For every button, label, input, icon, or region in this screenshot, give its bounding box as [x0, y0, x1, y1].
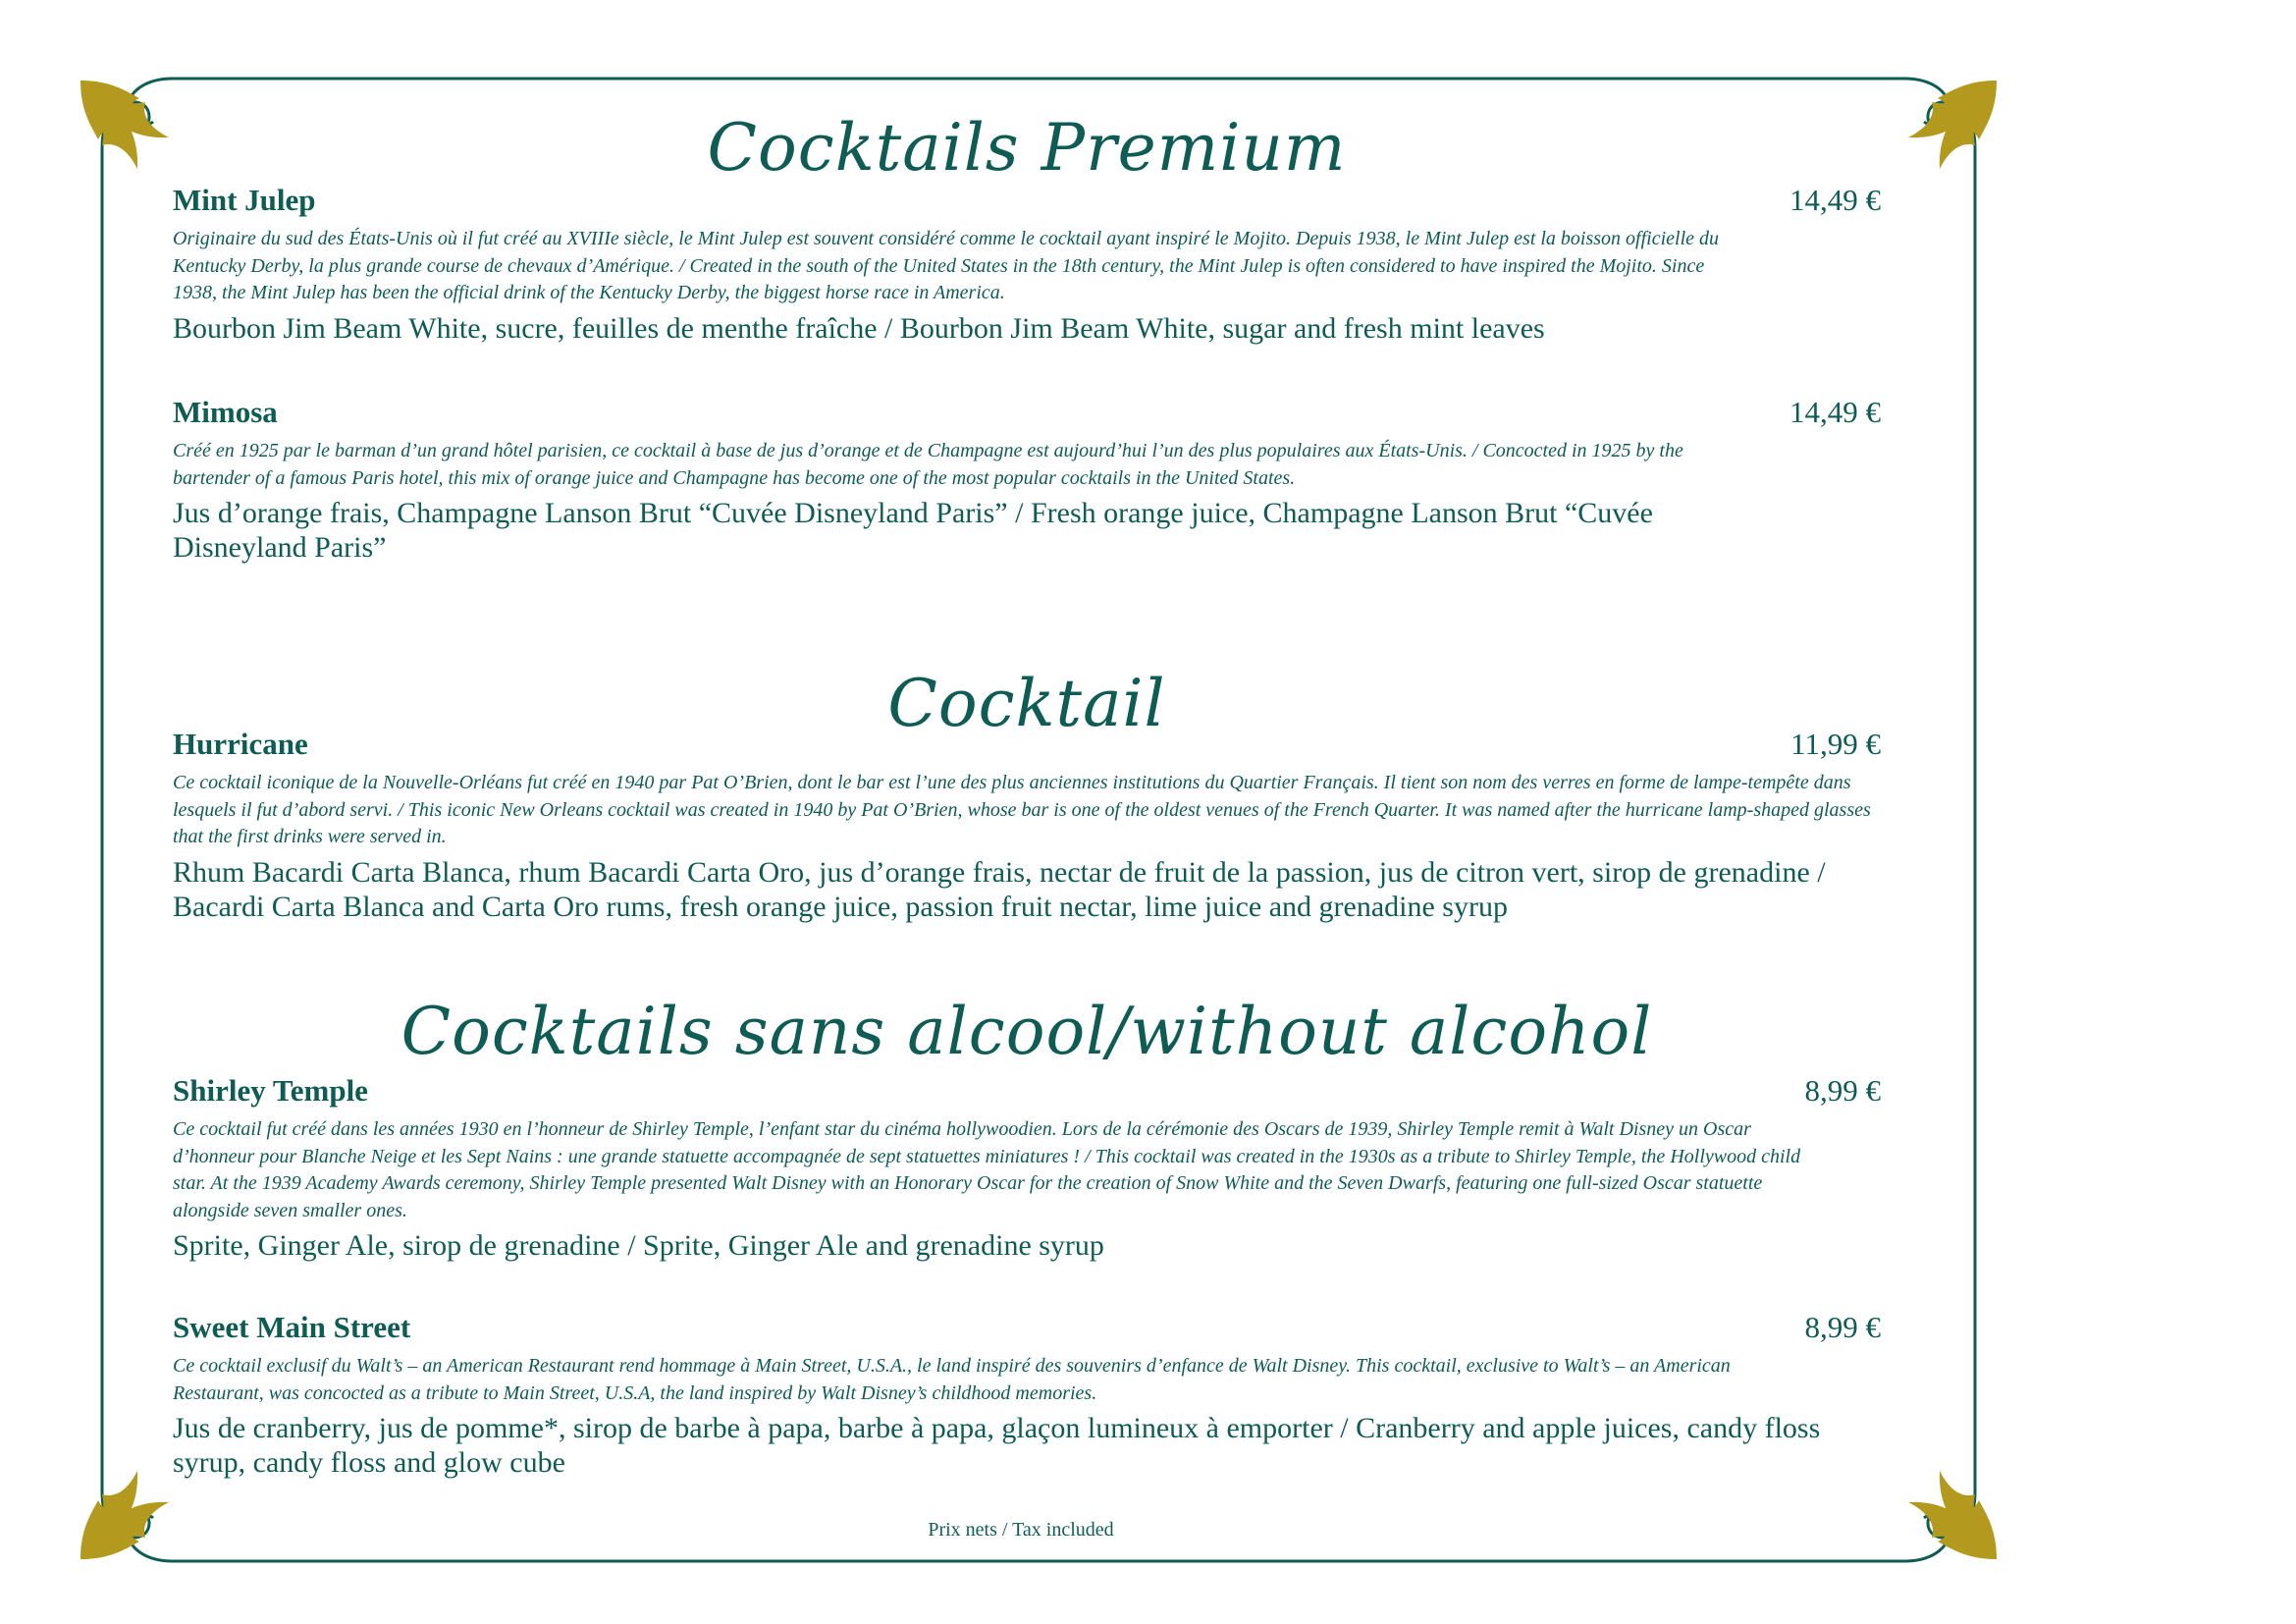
item-price: 8,99 € [1804, 1073, 1881, 1108]
item-description: Originaire du sud des États-Unis où il fut créé au XVIIIe siècle, le Mint Julep est souvent considéré comme le cocktail ayant inspiré le Mojito. Depuis 1938, le Mint Julep est la boisson officielle du Kentucky Derby, la plus grande course de chevaux d’Amérique. / Created in the south of the United States in the 18th century, the Mint Julep is often considered to have inspired the Mojito. Since 1938, the Mint Julep has been the official drink of the Kentucky Derby, the biggest horse race in America. [173, 228, 1720, 303]
fleur-de-lis-icon [1908, 81, 1997, 169]
menu-item-mimosa [173, 395, 1881, 565]
section-title-without-alcohol: Cocktails sans alcool/without alcohol [400, 994, 1653, 1069]
section-title-cocktail: Cocktail [887, 666, 1166, 741]
item-name: Mimosa [173, 395, 278, 429]
item-price: 8,99 € [1804, 1310, 1881, 1344]
item-description: Créé en 1925 par le barman d’un grand hôtel parisien, ce cocktail à base de jus d’orange et de Champagne est aujourd’hui l’un des plus populaires aux États-Unis. / Concocted in 1925 by the bartender of a famous Paris hotel, this mix of orange juice and Champagne has become one of the most popular cocktails in the United States. [173, 440, 1683, 489]
item-name: Hurricane [173, 727, 308, 761]
menu-item-shirley-temple [173, 1073, 1881, 1263]
item-ingredients: Jus de cranberry, jus de pomme*, sirop de barbe à papa, barbe à papa, glaçon lumineux à emporter / Cranberry and apple juices, candy floss syrup, candy floss and glow cube [173, 1412, 1821, 1479]
item-ingredients: Bourbon Jim Beam White, sucre, feuilles de menthe fraîche / Bourbon Jim Beam White, sugar and fresh mint leaves [173, 311, 1545, 345]
menu-content [173, 0, 1881, 1624]
item-name: Sweet Main Street [173, 1310, 411, 1344]
section-title-premium: Cocktails Premium [707, 110, 1347, 186]
item-name: Shirley Temple [173, 1073, 368, 1108]
item-price: 14,49 € [1789, 395, 1881, 429]
item-price: 14,49 € [1789, 183, 1881, 217]
item-description: Ce cocktail iconique de la Nouvelle-Orléans fut créé en 1940 par Pat O’Brien, dont le bar est l’une des plus anciennes institutions du Quartier Français. Il tient son nom des verres en forme de lampe-tempête dans lesquels il fut d’abord servi. / This iconic New Orleans cocktail was created in 1940 by Pat O’Brien, whose bar is one of the oldest venues of the French Quarter. It was named after the hurricane lamp-shaped glasses that the first drinks were served in. [173, 772, 1871, 847]
item-price: 11,99 € [1790, 727, 1881, 761]
item-name: Mint Julep [173, 183, 316, 217]
fleur-de-lis-icon [80, 81, 169, 169]
item-ingredients: Rhum Bacardi Carta Blanca, rhum Bacardi Carta Oro, jus d’orange frais, nectar de fruit de la passion, jus de citron vert, sirop de grenadine / Bacardi Carta Blanca and Carta Oro rums, fresh orange juice, passion fruit nectar, lime juice and grenadine syrup [173, 855, 1826, 923]
menu-item-hurricane [173, 727, 1881, 924]
item-ingredients: Sprite, Ginger Ale, sirop de grenadine / Sprite, Ginger Ale and grenadine syrup [173, 1229, 1104, 1262]
item-description: Ce cocktail exclusif du Walt’s – an American Restaurant rend hommage à Main Street, U.S.A., le land inspiré des souvenirs d’enfance de Walt Disney. This cocktail, exclusive to Walt’s – an American Restaurant, was concocted as a tribute to Main Street, U.S.A, the land inspired by Walt Disney’s childhood memories. [173, 1355, 1731, 1404]
fleur-de-lis-icon [80, 1471, 169, 1559]
menu-item-mint-julep [173, 183, 1881, 346]
tax-note: Prix nets / Tax included [928, 1519, 1114, 1541]
item-ingredients: Jus d’orange frais, Champagne Lanson Brut “Cuvée Disneyland Paris” / Fresh orange juice, Champagne Lanson Brut “Cuvée Disneyland Paris” [173, 497, 1653, 564]
menu-item-sweet-main-street [173, 1310, 1881, 1480]
fleur-de-lis-icon [1908, 1471, 1997, 1559]
item-description: Ce cocktail fut créé dans les années 1930 en l’honneur de Shirley Temple, l’enfant star du cinéma hollywoodien. Lors de la cérémonie des Oscars de 1939, Shirley Temple remit à Walt Disney un Oscar d’honneur pour Blanche Neige et les Sept Nains : une grande statuette accompagnée de sept statuettes miniatures ! / This cocktail was created in the 1930s as a tribute to Shirley Temple, the Hollywood child star. At the 1939 Academy Awards ceremony, Shirley Temple presented Walt Disney with an Honorary Oscar for the creation of Snow White and the Seven Dwarfs, featuring one full-sized Oscar statuette alongside seven smaller ones. [173, 1118, 1801, 1221]
